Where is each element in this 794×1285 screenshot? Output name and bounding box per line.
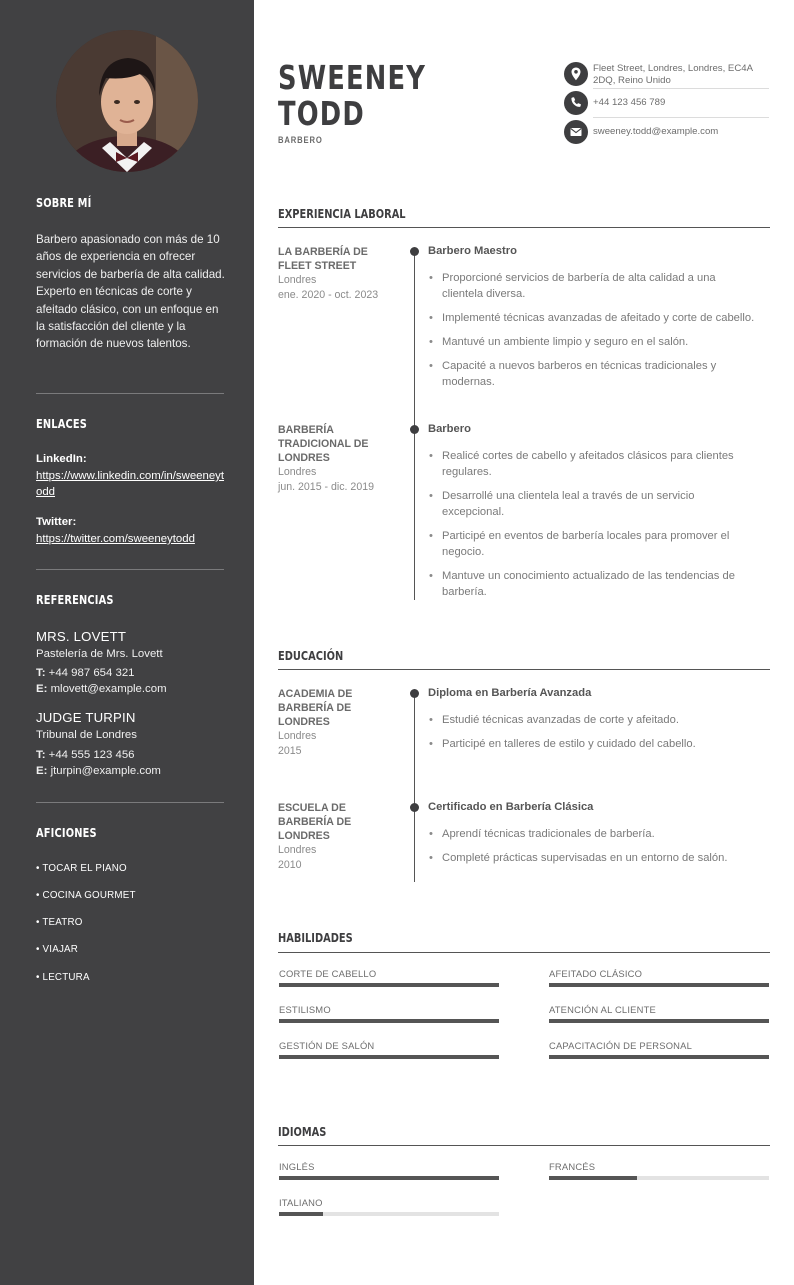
- degree-title: Diploma en Barbería Avanzada: [428, 687, 592, 699]
- sidebar: [0, 0, 254, 1285]
- reference-name: JUDGE TURPIN: [36, 710, 136, 725]
- job-role: Barbero Maestro: [428, 245, 517, 257]
- language-bar-fill: [279, 1176, 499, 1180]
- timeline-dot: [410, 247, 419, 256]
- employer-name: BARBERÍA TRADICIONAL DE LONDRES: [278, 424, 369, 464]
- hobby-item: • LECTURA: [36, 972, 90, 983]
- skill-label: CORTE DE CABELLO: [279, 968, 377, 979]
- phone-text: +44 123 456 789: [593, 97, 666, 108]
- email-value: mlovett@example.com: [50, 683, 167, 695]
- job-bullet: • Realicé cortes de cabello y afeitados clásicos para clientes regulares.: [429, 448, 759, 480]
- education-bullet: • Completé prácticas supervisadas en un entorno de salón.: [429, 850, 759, 866]
- degree-title: Certificado en Barbería Clásica: [428, 801, 594, 813]
- job-bullet: • Mantuve un conocimiento actualizado de las tendencias de barbería.: [429, 568, 759, 600]
- employer-location: Londres: [278, 274, 317, 286]
- employer-location: Londres: [278, 466, 317, 478]
- first-name: SWEENEY: [278, 58, 427, 97]
- education-bullet: • Participé en talleres de estilo y cuidado del cabello.: [429, 736, 759, 752]
- language-bar: [279, 1212, 499, 1216]
- language-bar-fill: [549, 1176, 637, 1180]
- skill-bar: [279, 1055, 499, 1059]
- reference-email: [36, 765, 161, 777]
- skill-bar: [279, 983, 499, 987]
- skill-label: CAPACITACIÓN DE PERSONAL: [549, 1040, 693, 1051]
- language-bar: [549, 1176, 769, 1180]
- skill-bar: [279, 1019, 499, 1023]
- job-bullet: • Proporcioné servicios de barbería de alta calidad a una clientela diversa.: [429, 270, 759, 302]
- section-divider: [278, 1145, 770, 1146]
- about-heading: SOBRE MÍ: [36, 196, 92, 210]
- skill-label: ESTILISMO: [279, 1004, 331, 1015]
- phone-icon: [564, 91, 588, 115]
- portrait-image: [56, 30, 198, 172]
- graduation-year: 2010: [278, 859, 302, 871]
- job-bullet: • Desarrollé una clientela leal a través de un servicio excepcional.: [429, 488, 759, 520]
- email-label: E:: [36, 683, 48, 695]
- location-pin-icon: [564, 62, 588, 86]
- email-text: sweeney.todd@example.com: [593, 126, 719, 137]
- employment-dates: jun. 2015 - dic. 2019: [278, 481, 375, 493]
- school-location: Londres: [278, 844, 317, 856]
- last-name: TODD: [278, 94, 365, 133]
- school-name: ESCUELA DE BARBERÍA DE LONDRES: [278, 802, 352, 842]
- skill-bar-fill: [549, 1055, 769, 1059]
- skill-bar-fill: [279, 983, 499, 987]
- sidebar-divider: [36, 802, 224, 803]
- graduation-year: 2015: [278, 745, 302, 757]
- timeline-dot: [410, 803, 419, 812]
- skills-heading: HABILIDADES: [278, 931, 353, 945]
- job-bullet: • Participé en eventos de barbería locales para promover el negocio.: [429, 528, 759, 560]
- employment-dates: ene. 2020 - oct. 2023: [278, 289, 379, 301]
- language-label: INGLÉS: [279, 1161, 315, 1172]
- linkedin-label: LinkedIn:: [36, 453, 87, 465]
- employer-name: LA BARBERÍA DE FLEET STREET: [278, 246, 368, 272]
- email-value: jturpin@example.com: [50, 765, 161, 777]
- reference-phone: [36, 667, 135, 679]
- school-name: ACADEMIA DE BARBERÍA DE LONDRES: [278, 688, 353, 728]
- references-heading: REFERENCIAS: [36, 593, 114, 607]
- reference-org: Tribunal de Londres: [36, 729, 137, 741]
- timeline-dot: [410, 689, 419, 698]
- profile-photo: [56, 30, 198, 172]
- phone-label: T:: [36, 667, 46, 679]
- email-label: E:: [36, 765, 48, 777]
- job-title: BARBERO: [278, 135, 323, 145]
- job-role: Barbero: [428, 423, 471, 435]
- skill-bar: [549, 983, 769, 987]
- twitter-link[interactable]: https://twitter.com/sweeneytodd: [36, 533, 195, 545]
- reference-email: [36, 683, 167, 695]
- timeline-dot: [410, 425, 419, 434]
- skill-bar: [549, 1019, 769, 1023]
- hobby-item: • VIAJAR: [36, 944, 79, 955]
- reference-name: MRS. LOVETT: [36, 629, 127, 644]
- phone-value: +44 987 654 321: [48, 667, 135, 679]
- experience-heading: EXPERIENCIA LABORAL: [278, 207, 406, 221]
- sidebar-divider: [36, 393, 224, 394]
- job-bullet: • Mantuvé un ambiente limpio y seguro en el salón.: [429, 334, 759, 350]
- hobby-item: • COCINA GOURMET: [36, 890, 136, 901]
- skill-bar-fill: [279, 1019, 499, 1023]
- section-divider: [278, 952, 770, 953]
- hobby-item: • TEATRO: [36, 917, 83, 928]
- skill-bar: [549, 1055, 769, 1059]
- about-text: Barbero apasionado con más de 10 años de experiencia en ofrecer servicios de barbería de alta calidad. Experto en técnicas de corte y afeitado clásico, con un enfoque en la satisfacción del cliente y la formación de nuevos talentos.: [36, 233, 225, 351]
- address-text: Fleet Street, Londres, Londres, EC4A 2DQ, Reino Unido: [593, 63, 753, 86]
- twitter-label: Twitter:: [36, 516, 77, 528]
- hobby-item: • TOCAR EL PIANO: [36, 863, 127, 874]
- job-bullet: • Capacité a nuevos barberos en técnicas tradicionales y modernas.: [429, 358, 759, 390]
- skill-bar-fill: [279, 1055, 499, 1059]
- skill-bar-fill: [549, 983, 769, 987]
- section-divider: [278, 227, 770, 228]
- timeline-line: [414, 694, 415, 882]
- skill-bar-fill: [549, 1019, 769, 1023]
- phone-value: +44 555 123 456: [48, 749, 135, 761]
- job-bullet: • Implementé técnicas avanzadas de afeitado y corte de cabello.: [429, 310, 759, 326]
- contact-divider: [593, 117, 769, 118]
- reference-org: Pastelería de Mrs. Lovett: [36, 648, 163, 660]
- contact-divider: [593, 88, 769, 89]
- language-bar: [279, 1176, 499, 1180]
- linkedin-link[interactable]: https://www.linkedin.com/in/sweeneytodd: [36, 470, 225, 498]
- skill-label: GESTIÓN DE SALÓN: [279, 1040, 375, 1051]
- education-bullet: • Aprendí técnicas tradicionales de barbería.: [429, 826, 759, 842]
- languages-heading: IDIOMAS: [278, 1125, 327, 1139]
- mail-icon: [564, 120, 588, 144]
- links-heading: ENLACES: [36, 417, 88, 431]
- reference-phone: [36, 749, 135, 761]
- phone-label: T:: [36, 749, 46, 761]
- education-bullet: • Estudié técnicas avanzadas de corte y afeitado.: [429, 712, 759, 728]
- school-location: Londres: [278, 730, 317, 742]
- sidebar-divider: [36, 569, 224, 570]
- language-bar-fill: [279, 1212, 323, 1216]
- skill-label: ATENCIÓN AL CLIENTE: [549, 1004, 656, 1015]
- education-heading: EDUCACIÓN: [278, 649, 344, 663]
- section-divider: [278, 669, 770, 670]
- skill-label: AFEITADO CLÁSICO: [549, 968, 643, 979]
- language-label: ITALIANO: [279, 1197, 323, 1208]
- hobbies-heading: AFICIONES: [36, 826, 97, 840]
- language-label: FRANCÉS: [549, 1161, 596, 1172]
